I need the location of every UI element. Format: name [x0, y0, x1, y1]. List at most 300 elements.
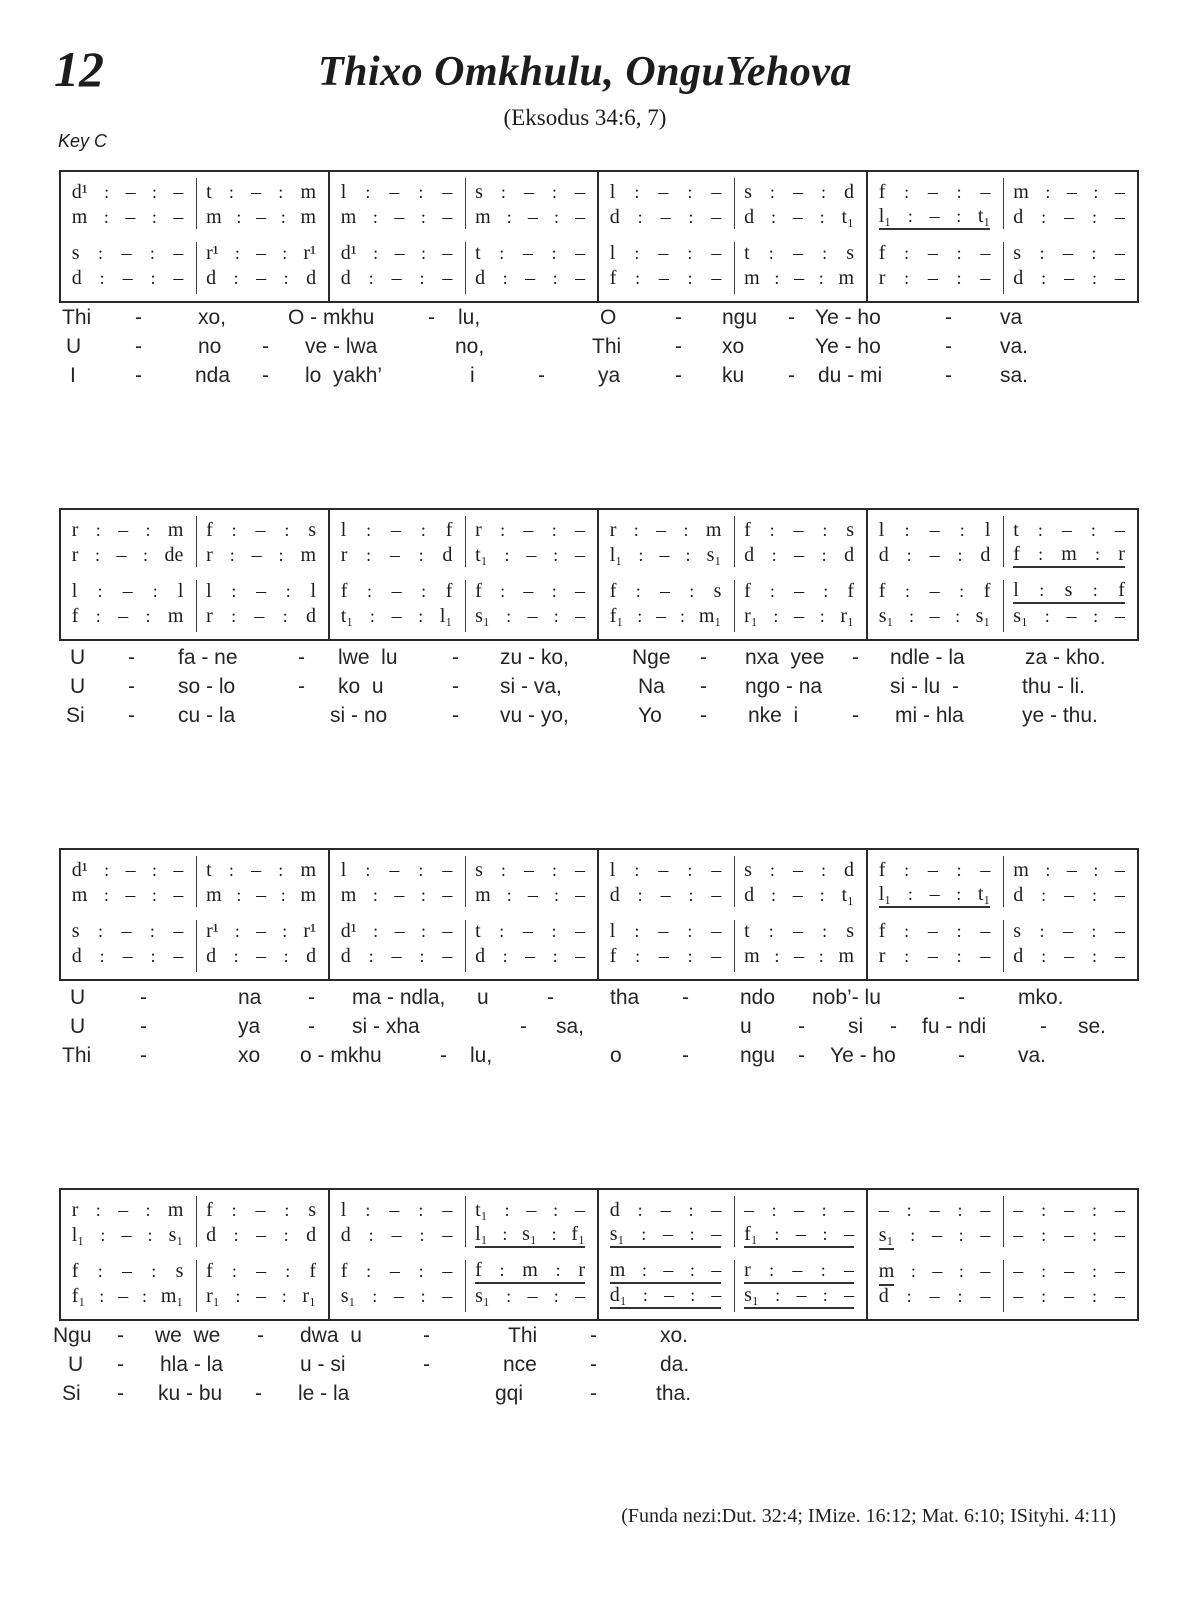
measure-cell	[330, 850, 465, 913]
beat-colon: :	[145, 606, 151, 626]
note-token: l₁	[878, 883, 892, 905]
note-token: d	[744, 544, 755, 566]
note-token: –	[442, 206, 453, 228]
note-token: –	[442, 1285, 453, 1307]
lyric-token: U	[70, 646, 86, 669]
beat-colon: :	[770, 885, 776, 905]
note-token: f	[878, 920, 886, 942]
lyric-token: -	[788, 306, 795, 329]
measure-cell	[734, 1253, 869, 1319]
note-token: –	[844, 1199, 855, 1221]
note-token: –	[575, 945, 586, 967]
measure-cell	[1003, 172, 1138, 235]
note-token: –	[1064, 884, 1075, 906]
beat-colon: :	[228, 860, 234, 880]
lyric-token: ngu	[740, 1044, 776, 1067]
lyric-token: da.	[660, 1353, 690, 1376]
beat-colon: :	[499, 1260, 505, 1280]
beat-colon: :	[819, 885, 825, 905]
beat-colon: :	[1091, 1200, 1097, 1220]
beat-colon: :	[372, 207, 378, 227]
beat-colon: :	[904, 860, 910, 880]
lyric-token: nob’- lu	[812, 986, 881, 1009]
sol-fa-tenor-cell	[610, 1259, 722, 1284]
note-token: –	[932, 1260, 943, 1282]
note-token: m	[838, 267, 855, 289]
lyric-token: -	[452, 646, 459, 669]
lyric-token: U	[68, 1353, 84, 1376]
note-token: –	[1061, 519, 1072, 541]
note-token: f₁	[744, 1223, 758, 1245]
note-token: m	[71, 206, 88, 228]
note-token: d	[609, 884, 620, 906]
sol-fa-tenor-cell	[206, 919, 316, 944]
sol-fa-soprano-cell	[1013, 858, 1125, 883]
beat-colon: :	[907, 206, 913, 226]
lyric-token: Na	[638, 675, 665, 698]
note-token: f₁	[609, 605, 624, 627]
beat-colon: :	[278, 182, 284, 202]
note-token: f	[309, 1260, 317, 1282]
note-token: –	[980, 1199, 991, 1221]
note-token: t	[744, 242, 750, 264]
note-token: –	[1062, 920, 1073, 942]
beat-colon: :	[910, 1225, 916, 1245]
sol-fa-tenor-cell	[475, 1259, 585, 1284]
beat-colon: :	[553, 1200, 559, 1220]
note-token: –	[394, 884, 405, 906]
lyric-token: u - si	[300, 1353, 346, 1376]
beat-colon: :	[821, 545, 827, 565]
sol-fa-soprano-cell	[475, 1198, 585, 1223]
lyric-token: si - no	[330, 704, 388, 727]
note-token: r¹	[303, 242, 317, 264]
note-token: d	[744, 206, 755, 228]
sol-fa-tenor-cell	[341, 1259, 453, 1284]
beat-colon: :	[955, 606, 961, 626]
note-token: –	[794, 267, 805, 289]
sol-fa-soprano-cell	[610, 180, 722, 205]
note-token: m	[300, 859, 317, 881]
beat-colon: :	[904, 520, 910, 540]
sol-fa-alto-cell	[206, 1223, 316, 1248]
note-token: s₁	[1013, 605, 1029, 627]
sol-fa-bass-cell	[879, 266, 991, 291]
note-token: –	[1064, 1260, 1075, 1282]
sol-fa-bass-cell	[1013, 604, 1125, 629]
beat-colon: :	[906, 545, 912, 565]
beat-colon: :	[634, 182, 640, 202]
note-token: –	[1064, 945, 1075, 967]
lyric-token: tha	[610, 986, 640, 1009]
beat-colon: :	[956, 268, 962, 288]
note-token: s₁	[609, 1223, 625, 1245]
lyric-line	[0, 1044, 1200, 1069]
note-token: –	[792, 859, 803, 881]
beat-colon: :	[368, 1225, 374, 1245]
note-token: m	[744, 267, 760, 289]
note-token: d	[442, 544, 453, 566]
note-token: –	[1013, 1285, 1024, 1307]
lyric-token: le - la	[298, 1382, 350, 1405]
note-token: –	[663, 1259, 674, 1281]
lyric-token: fu - ndi	[922, 1015, 987, 1038]
sol-fa-soprano-cell	[72, 858, 184, 883]
sol-fa-alto-cell	[475, 883, 585, 908]
sol-fa-bass-cell	[879, 944, 991, 969]
note-token: t	[475, 242, 481, 264]
beat-colon: :	[638, 545, 644, 565]
note-token: s	[1064, 579, 1073, 601]
note-token: –	[575, 181, 586, 203]
note-token: –	[793, 519, 804, 541]
note-token: –	[522, 242, 533, 264]
sol-fa-bass-cell	[341, 944, 453, 969]
note-token: d	[306, 267, 317, 289]
beat-colon: :	[769, 182, 775, 202]
measure-cell	[196, 235, 331, 301]
beat-colon: :	[688, 1200, 694, 1220]
lyric-token: lwe lu	[338, 646, 398, 669]
note-token: –	[980, 920, 991, 942]
note-token: –	[575, 206, 586, 228]
note-token: –	[575, 859, 586, 881]
note-token: –	[658, 181, 669, 203]
beat-colon: :	[366, 520, 372, 540]
sol-fa-soprano-cell	[341, 518, 453, 543]
lyric-line	[0, 364, 1200, 389]
beat-colon: :	[819, 207, 825, 227]
beat-colon: :	[149, 243, 155, 263]
note-token: –	[173, 206, 184, 228]
note-token: f	[609, 267, 617, 289]
sol-fa-bass-cell	[879, 1284, 991, 1309]
beat-colon: :	[822, 1285, 828, 1305]
lyric-token: ndo	[740, 986, 776, 1009]
note-token: l	[609, 181, 616, 203]
beat-colon: :	[506, 1286, 512, 1306]
sol-fa-alto-cell	[206, 543, 316, 568]
note-token: –	[122, 580, 133, 602]
sol-fa-bass-cell	[744, 266, 854, 291]
measure-cell	[196, 1253, 331, 1319]
notation-system-2	[59, 508, 1139, 641]
lyric-token: U	[70, 986, 86, 1009]
note-token: –	[927, 242, 938, 264]
measure-cell	[868, 235, 1003, 301]
lyric-token: no,	[455, 335, 485, 358]
sol-fa-alto-cell	[341, 883, 453, 908]
note-token: f	[878, 859, 886, 881]
note-token: –	[711, 1259, 722, 1281]
sol-fa-alto-cell	[879, 205, 991, 230]
note-token: m	[1013, 859, 1029, 881]
sol-fa-alto-cell	[744, 543, 854, 568]
note-token: d	[878, 1285, 889, 1307]
measure-cell	[868, 850, 1003, 913]
measure-cell	[61, 1190, 196, 1253]
lyric-token: -	[590, 1324, 597, 1347]
lyric-token: Ye - ho	[815, 335, 881, 358]
note-token: –	[523, 519, 534, 541]
beat-colon: :	[373, 921, 379, 941]
measure-cell	[465, 913, 600, 979]
measure-cell	[330, 1253, 465, 1319]
note-token: –	[660, 580, 670, 602]
sol-fa-alto-cell	[341, 205, 453, 230]
lyric-token: Thi	[508, 1324, 538, 1347]
beat-colon: :	[904, 268, 910, 288]
sol-fa-bass-cell	[475, 266, 585, 291]
beat-colon: :	[687, 921, 693, 941]
beat-colon: :	[1038, 544, 1044, 564]
sol-fa-bass-cell	[744, 604, 854, 629]
sol-fa-tenor-cell	[744, 241, 854, 266]
beat-colon: :	[145, 520, 151, 540]
note-token: –	[527, 1285, 538, 1307]
beat-colon: :	[95, 1200, 101, 1220]
note-token: d	[340, 945, 351, 967]
note-token: m	[609, 1259, 626, 1281]
note-token: –	[927, 920, 938, 942]
note-token: –	[442, 884, 453, 906]
note-token: l₁	[475, 1223, 488, 1245]
beat-colon: :	[99, 1286, 105, 1306]
note-token: –	[658, 920, 669, 942]
lyric-token: u	[740, 1015, 752, 1038]
note-token: d	[206, 267, 217, 289]
note-token: –	[391, 519, 402, 541]
lyric-token: hla - la	[160, 1353, 224, 1376]
sol-fa-soprano-cell	[72, 180, 184, 205]
beat-colon: :	[641, 1260, 647, 1280]
note-token: –	[1114, 1260, 1125, 1282]
note-token: –	[1114, 920, 1125, 942]
note-token: d	[844, 859, 855, 881]
measure-cell	[734, 510, 869, 573]
note-token: d	[1013, 945, 1024, 967]
lyric-token: ku - bu	[158, 1382, 223, 1405]
beat-colon: :	[285, 581, 291, 601]
note-token: f	[475, 580, 482, 602]
lyric-token: -	[945, 335, 952, 358]
lyric-token: -	[798, 1044, 805, 1067]
beat-colon: :	[502, 946, 508, 966]
lyric-token: -	[700, 646, 707, 669]
beat-colon: :	[151, 1261, 157, 1281]
note-token: –	[391, 605, 402, 627]
beat-colon: :	[906, 1200, 912, 1220]
measure-cell	[465, 172, 600, 235]
note-token: –	[255, 1199, 266, 1221]
note-token: s	[475, 181, 483, 203]
note-token: –	[1066, 859, 1077, 881]
sol-fa-soprano-cell	[72, 518, 184, 543]
note-token: s	[744, 181, 752, 203]
beat-colon: :	[687, 860, 693, 880]
note-token: s	[744, 859, 752, 881]
lyric-line	[0, 1324, 1200, 1349]
beat-colon: :	[634, 243, 640, 263]
note-token: –	[251, 859, 262, 881]
note-token: –	[173, 945, 184, 967]
note-token: –	[1114, 859, 1125, 881]
lyric-token: ya	[238, 1015, 261, 1038]
sol-fa-alto-cell	[341, 543, 453, 568]
note-token: s₁	[475, 1285, 490, 1307]
note-token: d¹	[340, 242, 357, 264]
note-token: d¹	[71, 859, 88, 881]
note-token: l	[340, 519, 347, 541]
note-token: –	[796, 1284, 807, 1306]
note-token: f	[445, 519, 453, 541]
beat-colon: :	[150, 268, 156, 288]
lyric-token: xo	[722, 335, 745, 358]
sol-fa-alto-cell	[72, 883, 184, 908]
note-token: r₁	[302, 1285, 317, 1307]
lyric-token: ngo - na	[745, 675, 823, 698]
note-token: –	[394, 920, 405, 942]
note-token: –	[1013, 1199, 1024, 1221]
note-token: –	[526, 1199, 537, 1221]
sol-fa-soprano-cell	[206, 1198, 316, 1223]
beat-colon: :	[637, 885, 643, 905]
beat-colon: :	[551, 1224, 557, 1244]
beat-colon: :	[958, 1261, 964, 1281]
measure-cell	[465, 235, 600, 301]
beat-colon: :	[768, 243, 774, 263]
lyrics-block-4	[0, 1324, 1200, 1416]
sol-fa-bass-cell	[610, 266, 722, 291]
note-token: –	[792, 206, 803, 228]
beat-colon: :	[419, 946, 425, 966]
sol-fa-alto-cell	[879, 1223, 991, 1248]
lyric-token: se.	[1078, 1015, 1107, 1038]
beat-colon: :	[366, 581, 372, 601]
lyric-token: -	[117, 1324, 124, 1347]
note-token: –	[844, 1284, 855, 1306]
beat-colon: :	[368, 946, 374, 966]
beat-colon: :	[679, 606, 685, 626]
note-token: –	[1062, 242, 1073, 264]
measure-cell	[61, 573, 196, 639]
lyric-token: -	[117, 1382, 124, 1405]
note-token: –	[575, 544, 586, 566]
beat-colon: :	[773, 606, 779, 626]
measure-cell	[868, 573, 1003, 639]
note-token: –	[525, 267, 536, 289]
note-token: –	[173, 859, 184, 881]
note-token: d	[609, 1199, 620, 1221]
lyric-token: va	[1000, 306, 1023, 329]
sol-fa-tenor-cell	[744, 579, 854, 604]
note-token: f	[475, 1259, 482, 1281]
beat-colon: :	[283, 1225, 289, 1245]
beat-colon: :	[141, 1286, 147, 1306]
note-token: –	[393, 1285, 404, 1307]
lyric-line	[0, 704, 1200, 729]
note-token: –	[980, 945, 991, 967]
beat-colon: :	[1041, 885, 1047, 905]
note-token: –	[1064, 1285, 1075, 1307]
note-token: s	[846, 242, 855, 264]
note-token: l	[609, 242, 616, 264]
beat-colon: :	[1090, 520, 1096, 540]
beat-colon: :	[103, 885, 109, 905]
sol-fa-tenor-cell	[879, 919, 991, 944]
beat-colon: :	[151, 182, 157, 202]
lyric-token: -	[308, 986, 315, 1009]
note-token: –	[1114, 605, 1125, 627]
note-token: –	[659, 544, 670, 566]
beat-colon: :	[774, 1224, 780, 1244]
sol-fa-tenor-cell	[475, 241, 585, 266]
note-token: –	[662, 1223, 673, 1245]
note-token: r	[71, 544, 79, 566]
note-token: d	[340, 1224, 351, 1246]
note-token: l	[177, 580, 184, 602]
note-token: l₁	[878, 205, 892, 227]
beat-colon: :	[366, 545, 372, 565]
sol-fa-tenor-cell	[879, 241, 991, 266]
note-token: –	[711, 884, 722, 906]
note-token: –	[794, 1199, 805, 1221]
note-token: –	[121, 920, 132, 942]
note-token: –	[394, 242, 405, 264]
beat-colon: :	[1041, 946, 1047, 966]
lyric-token: va.	[1000, 335, 1029, 358]
beat-colon: :	[282, 243, 288, 263]
note-token: –	[1064, 1199, 1075, 1221]
note-token: t₁	[340, 605, 354, 627]
note-token: f	[744, 519, 751, 541]
note-token: f	[71, 1260, 79, 1282]
beat-colon: :	[774, 946, 780, 966]
beat-colon: :	[904, 243, 910, 263]
beat-colon: :	[284, 1200, 290, 1220]
sol-fa-soprano-cell	[879, 858, 991, 883]
note-token: –	[442, 267, 453, 289]
note-token: –	[711, 859, 722, 881]
beat-colon: :	[822, 520, 828, 540]
beat-colon: :	[770, 207, 776, 227]
lyric-token: lu,	[458, 306, 481, 329]
lyric-token: xo.	[660, 1324, 689, 1347]
note-token: t₁	[977, 883, 991, 905]
note-token: –	[711, 1284, 722, 1306]
note-token: –	[1114, 181, 1125, 203]
note-token: –	[1064, 1224, 1075, 1246]
lyric-token: i	[470, 364, 475, 387]
note-token: –	[118, 519, 129, 541]
lyric-token: Ngu	[53, 1324, 92, 1347]
beat-colon: :	[956, 206, 962, 226]
measure-cell	[1003, 850, 1138, 913]
note-token: r	[1118, 543, 1125, 565]
lyric-token: sa.	[1000, 364, 1029, 387]
note-token: –	[792, 920, 803, 942]
lyric-token: -	[700, 675, 707, 698]
beat-colon: :	[506, 207, 512, 227]
beat-colon: :	[956, 243, 962, 263]
lyric-token: -	[140, 986, 147, 1009]
lyric-token: nce	[503, 1353, 537, 1376]
lyric-token: ndle - la	[890, 646, 965, 669]
note-token: m	[475, 884, 491, 906]
beat-colon: :	[233, 1225, 239, 1245]
lyric-token: vu - yo,	[500, 704, 569, 727]
note-token: –	[711, 1199, 722, 1221]
